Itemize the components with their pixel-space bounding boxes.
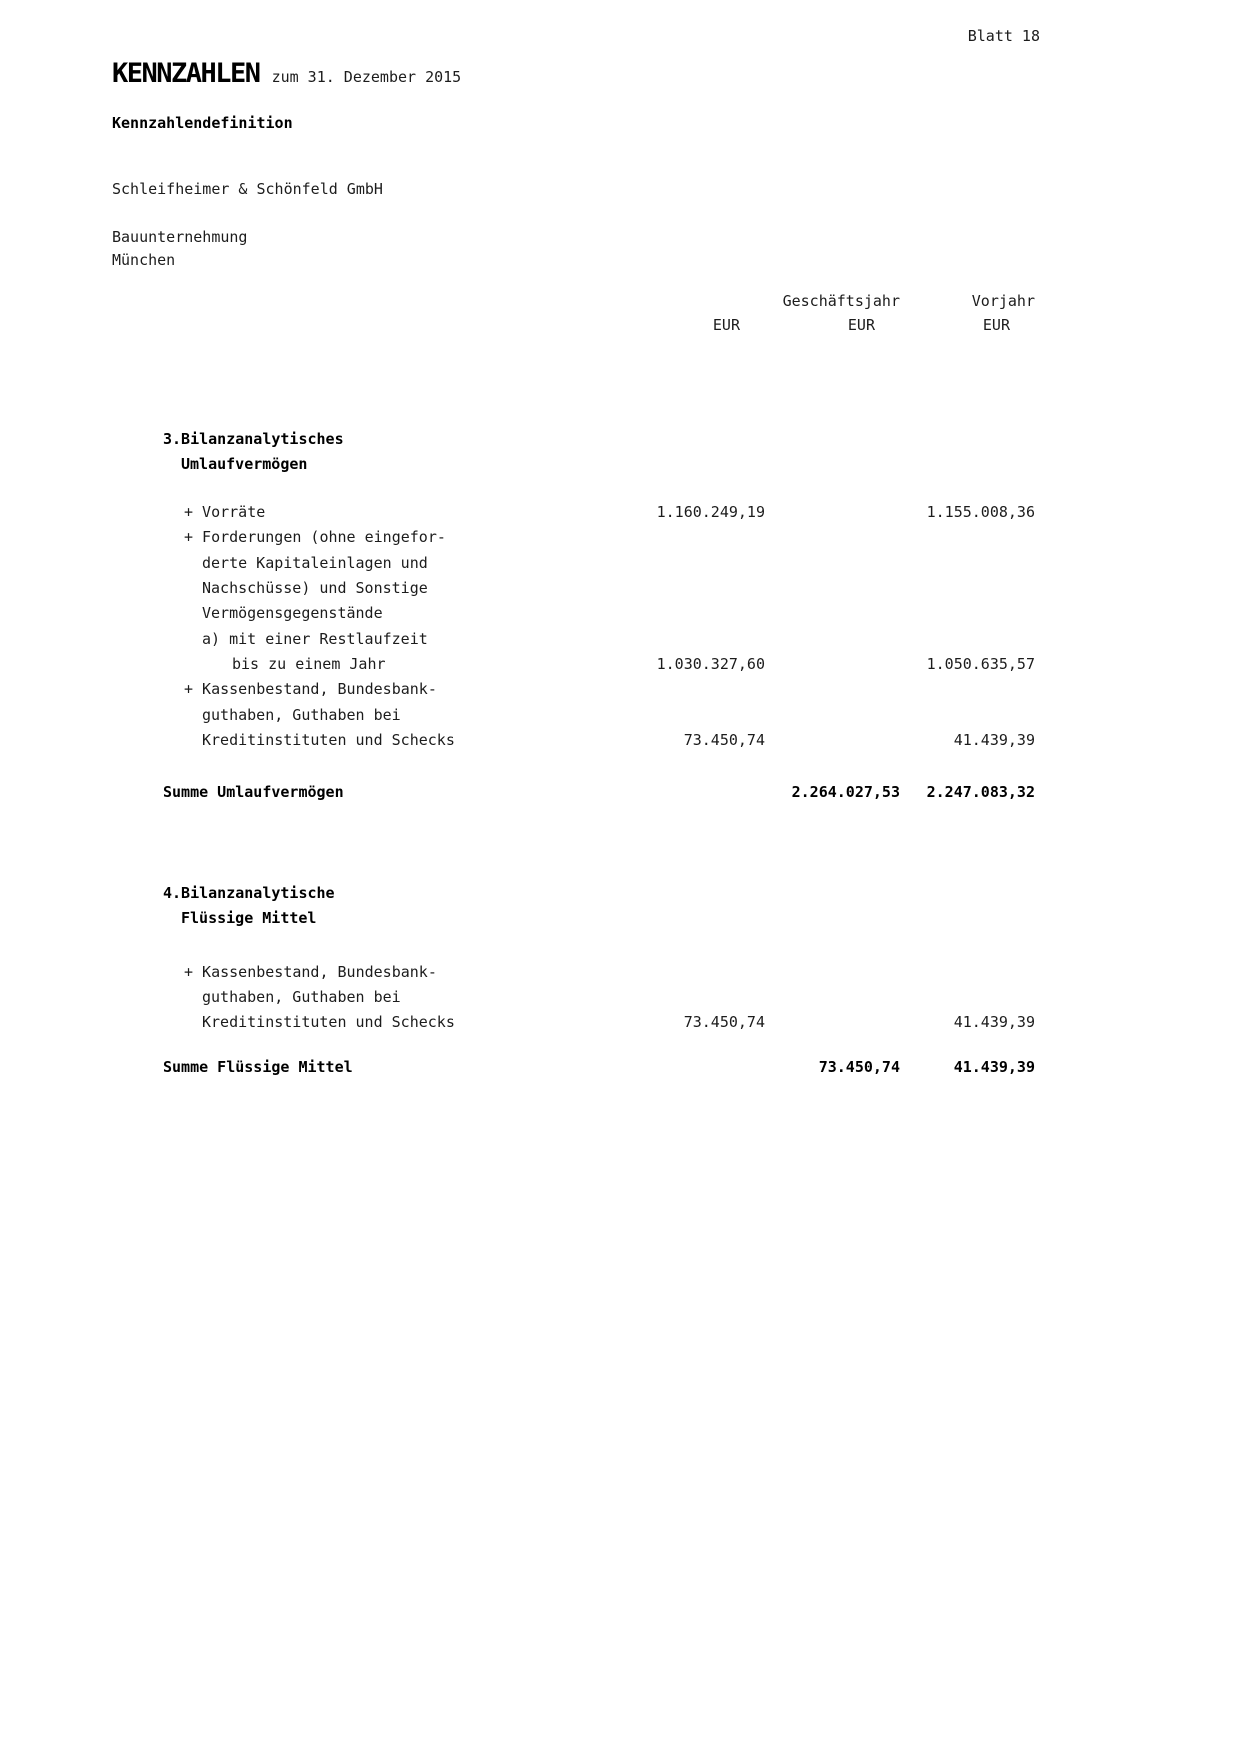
table-row (0, 731, 1100, 753)
table-row (0, 988, 1100, 1010)
column-header-current-year: Geschäftsjahr (782, 292, 900, 310)
row-label: guthaben, Guthaben bei (202, 706, 401, 724)
table-row (0, 503, 1100, 525)
currency-header-row (0, 316, 1100, 338)
section-4-heading-line2 (0, 909, 1100, 931)
section-heading-text: 3.Bilanzanalytisches (163, 430, 344, 448)
section-3-heading-line1 (0, 430, 1100, 452)
row-label: Nachschüsse) und Sonstige (202, 579, 428, 597)
row-value-current: 73.450,74 (683, 1013, 765, 1031)
column-header-prior-year: Vorjahr (971, 292, 1035, 310)
row-value-current: 1.160.249,19 (656, 503, 765, 521)
summary-value-prior: 41.439,39 (953, 1058, 1035, 1076)
row-value-prior: 41.439,39 (953, 1013, 1035, 1031)
currency-label-col1: EUR (712, 316, 740, 334)
section-4-heading-line1 (0, 884, 1100, 906)
table-row (0, 1013, 1100, 1035)
table-row (0, 706, 1100, 728)
company-business-type: Bauunternehmung (112, 228, 248, 246)
section-heading-text: Umlaufvermögen (181, 455, 308, 473)
row-value-prior: 1.050.635,57 (926, 655, 1035, 673)
row-label: + Kassenbestand, Bundesbank- (184, 680, 437, 698)
section-heading-text: 4.Bilanzanalytische (163, 884, 335, 902)
row-value-current: 1.030.327,60 (656, 655, 765, 673)
page-title-date: zum 31. Dezember 2015 (271, 68, 462, 86)
column-header-row (0, 292, 1100, 314)
currency-label-col2: EUR (847, 316, 875, 334)
row-label: + Forderungen (ohne eingefor- (184, 528, 446, 546)
row-label: bis zu einem Jahr (232, 655, 386, 673)
summary-label: Summe Flüssige Mittel (163, 1058, 353, 1076)
table-row (0, 680, 1100, 702)
row-label: + Vorräte (184, 503, 266, 521)
table-row (0, 963, 1100, 985)
row-value-prior: 1.155.008,36 (926, 503, 1035, 521)
summary-value-prior: 2.247.083,32 (926, 783, 1035, 801)
page-title: KENNZAHLEN (112, 58, 260, 89)
row-label: derte Kapitaleinlagen und (202, 554, 428, 572)
section-3-heading-line2 (0, 455, 1100, 477)
table-row (0, 554, 1100, 576)
summary-value-current: 73.450,74 (818, 1058, 900, 1076)
summary-label: Summe Umlaufvermögen (163, 783, 344, 801)
row-label: Kreditinstituten und Schecks (202, 731, 455, 749)
table-row (0, 655, 1100, 677)
currency-label-col3: EUR (982, 316, 1010, 334)
page-title-bar (112, 58, 461, 89)
report-section-label: Kennzahlendefinition (112, 114, 293, 132)
row-value-current: 73.450,74 (683, 731, 765, 749)
summary-row-fluessige-mittel (0, 1058, 1100, 1080)
table-row (0, 528, 1100, 550)
row-label: guthaben, Guthaben bei (202, 988, 401, 1006)
row-label: + Kassenbestand, Bundesbank- (184, 963, 437, 981)
section-heading-text: Flüssige Mittel (181, 909, 317, 927)
company-name: Schleifheimer & Schönfeld GmbH (112, 180, 383, 198)
row-label: Kreditinstituten und Schecks (202, 1013, 455, 1031)
table-row (0, 604, 1100, 626)
table-row (0, 630, 1100, 652)
summary-row-umlaufvermoegen (0, 783, 1100, 805)
sheet-number: Blatt 18 (967, 27, 1040, 45)
table-row (0, 579, 1100, 601)
company-city: München (112, 251, 176, 269)
summary-value-current: 2.264.027,53 (791, 783, 900, 801)
row-value-prior: 41.439,39 (953, 731, 1035, 749)
row-label: a) mit einer Restlaufzeit (202, 630, 428, 648)
row-label: Vermögensgegenstände (202, 604, 383, 622)
